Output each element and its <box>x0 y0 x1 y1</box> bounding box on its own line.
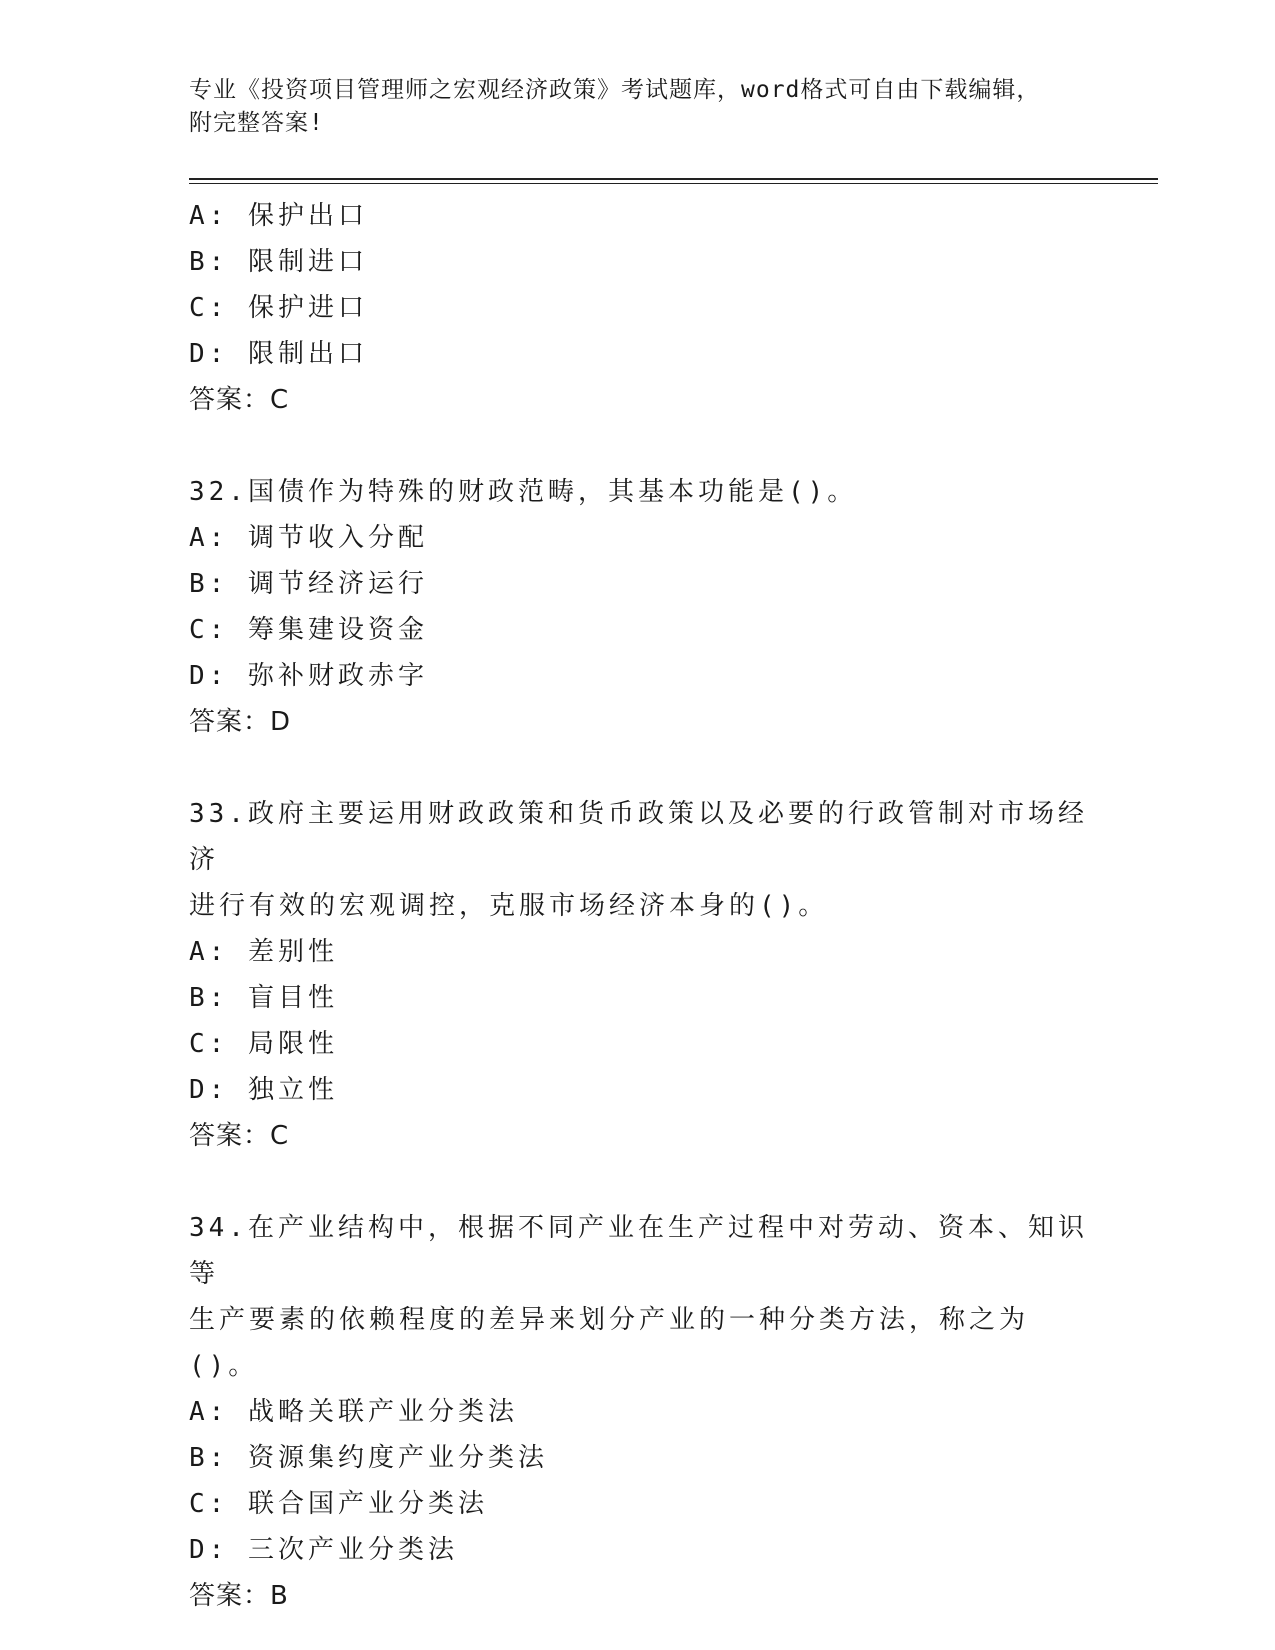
option-a: A: 调节收入分配 <box>189 523 428 553</box>
question-34 <box>189 1205 1089 1619</box>
question-stem: 32.国债作为特殊的财政范畴，其基本功能是()。 <box>189 477 858 507</box>
option-a: A: 差别性 <box>189 937 338 967</box>
question-stem-line-2: 进行有效的宏观调控，克服市场经济本身的()。 <box>189 891 829 921</box>
option-a: A: 保护出口 <box>189 201 368 231</box>
option-b: B: 盲目性 <box>189 983 338 1013</box>
answer-line: 答案：D <box>189 707 292 737</box>
header-divider-thin <box>189 183 1158 184</box>
option-d: D: 限制出口 <box>189 339 368 369</box>
option-c: C: 局限性 <box>189 1029 338 1059</box>
option-c: C: 保护进口 <box>189 293 368 323</box>
option-d: D: 独立性 <box>189 1075 338 1105</box>
option-d: D: 三次产业分类法 <box>189 1535 458 1565</box>
option-b: B: 资源集约度产业分类法 <box>189 1443 548 1473</box>
question-33 <box>189 791 1089 1159</box>
header-line-2: 附完整答案! <box>189 110 324 136</box>
question-stem-line-2: 生产要素的依赖程度的差异来划分产业的一种分类方法，称之为()。 <box>189 1305 1030 1381</box>
question-32 <box>189 469 1089 745</box>
option-a: A: 战略关联产业分类法 <box>189 1397 518 1427</box>
option-d: D: 弥补财政赤字 <box>189 661 428 691</box>
question-content <box>189 193 1089 1619</box>
option-b: B: 调节经济运行 <box>189 569 428 599</box>
header-divider-thick <box>189 178 1158 180</box>
option-c: C: 筹集建设资金 <box>189 615 428 645</box>
document-header <box>189 74 1089 140</box>
question-stem-line-1: 34.在产业结构中，根据不同产业在生产过程中对劳动、资本、知识等 <box>189 1213 1088 1289</box>
answer-line: 答案：C <box>189 385 290 415</box>
option-b: B: 限制进口 <box>189 247 368 277</box>
answer-line: 答案：C <box>189 1121 290 1151</box>
question-31-partial <box>189 193 1089 423</box>
answer-line: 答案：B <box>189 1581 289 1611</box>
question-stem-line-1: 33.政府主要运用财政政策和货币政策以及必要的行政管制对市场经济 <box>189 799 1088 875</box>
header-line-1: 专业《投资项目管理师之宏观经济政策》考试题库，word格式可自由下载编辑， <box>189 77 1041 103</box>
option-c: C: 联合国产业分类法 <box>189 1489 488 1519</box>
